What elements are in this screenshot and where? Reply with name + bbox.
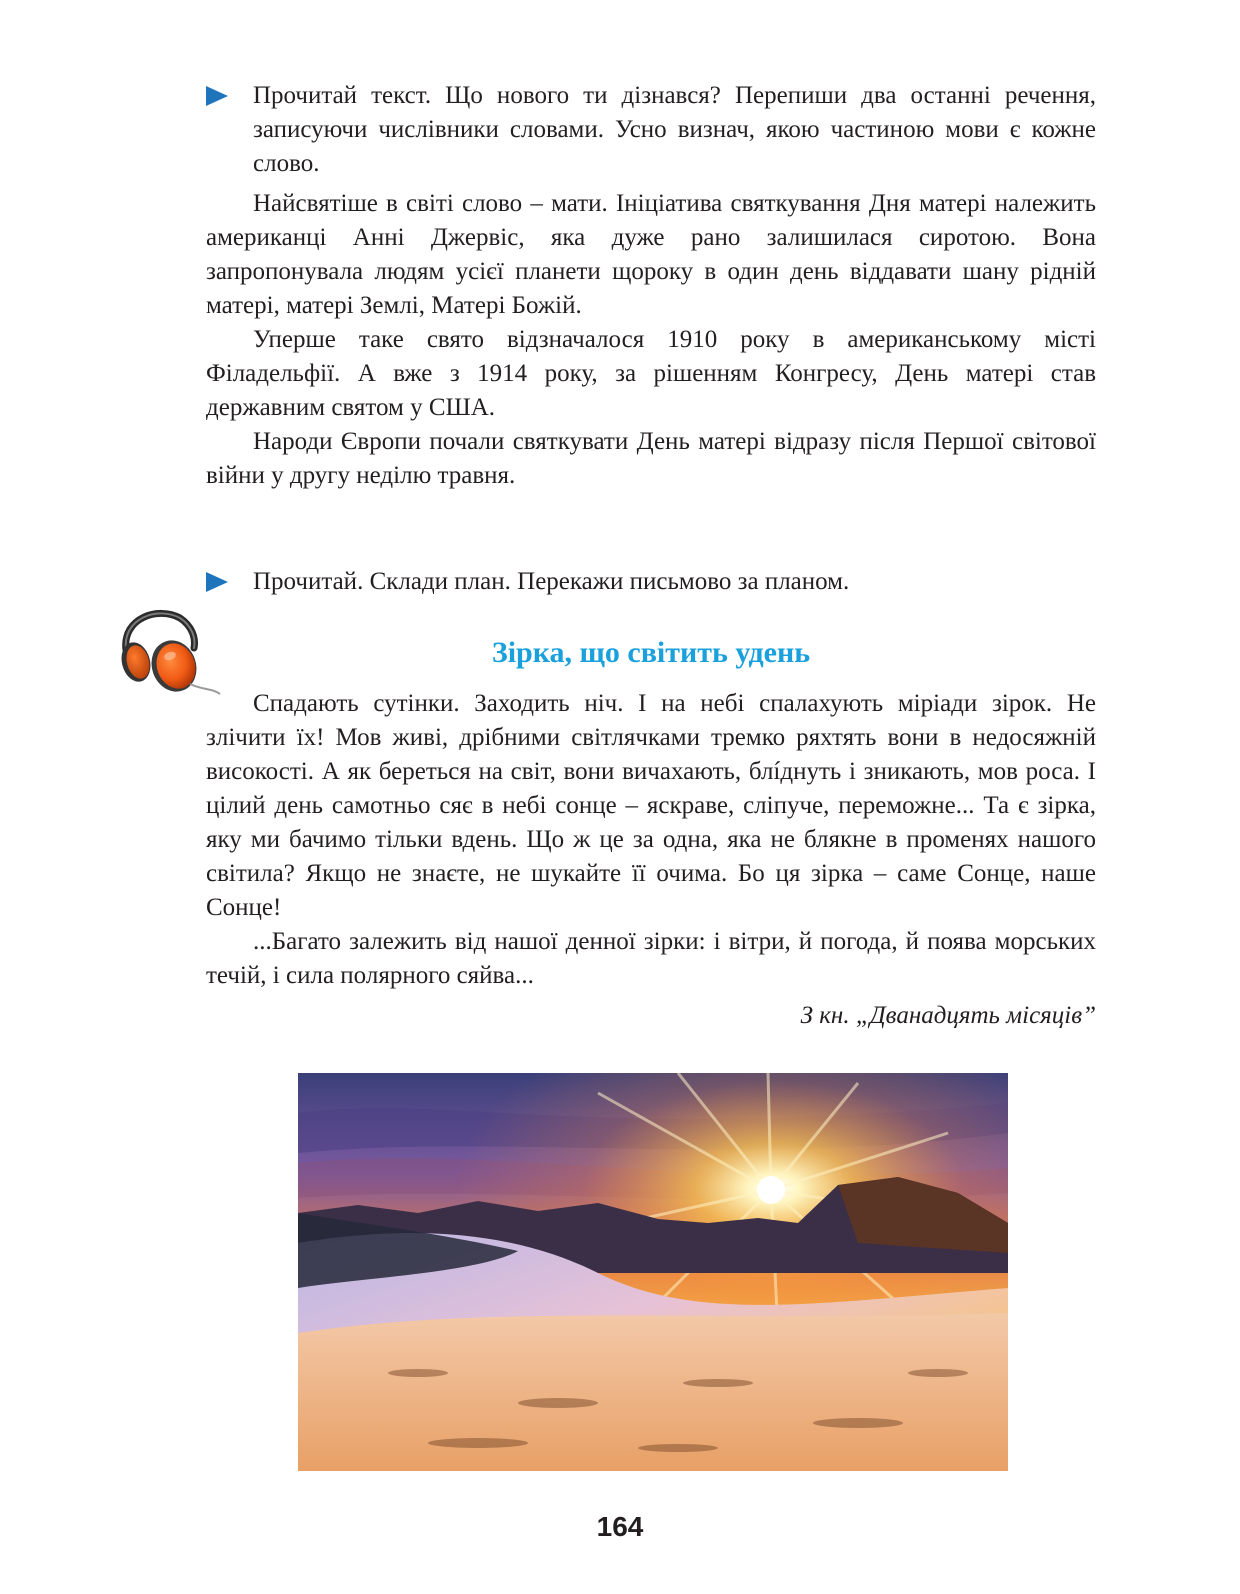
paragraph: Найсвятіше в світі слово – мати. Ініціатива святкування Дня матері належить американці Анні Джервіс, яка дуже рано залишилася сиротою. Вона запропонувала людям усієї планети щороку в один день віддавати шану рідній матері, матері Землі, Матері Божій. bbox=[206, 190, 1096, 319]
sunrise-photo bbox=[298, 1073, 1008, 1471]
paragraph: Спадають сутінки. Заходить ніч. І на небі спалахують міріади зірок. Не злічити їх! Мов живі, дрібними світлячками тремко ряхтять вони в недосяжній високості. А як береться на світ, вони вичахають, блíднуть і зникають, мов роса. І цілий день самотньо сяє в небі сонце – яскраве, сліпуче, переможне... Та є зірка, яку ми бачимо тільки вдень. Що ж це за одна, яка не блякне в променях нашого світила? Якщо не знаєте, не шукайте її очима. Бо ця зірка – саме Сонце, наше Сонце! bbox=[206, 690, 1096, 921]
story-title: Зірка, що світить удень bbox=[491, 636, 811, 669]
task-1-text: Прочитай текст. Що нового ти дізнався? Перепиши два останні речення, записуючи числівники словами. Усно визнач, якою частиною мови є кожне слово. bbox=[253, 82, 1096, 177]
mothers-day-text bbox=[206, 187, 1096, 493]
task-2 bbox=[206, 565, 1096, 599]
paragraph: Народи Європи почали святкувати День матері відразу після Першої світової війни у другу неділю травня. bbox=[206, 428, 1096, 489]
story-source: З кн. „Дванадцять місяців” bbox=[800, 1002, 1096, 1029]
triangle-marker-icon bbox=[206, 572, 228, 592]
task-1 bbox=[206, 79, 1096, 181]
triangle-marker-icon bbox=[206, 86, 228, 106]
page-number: 164 bbox=[596, 1511, 644, 1542]
task-2-text: Прочитай. Склади план. Перекажи письмово за планом. bbox=[253, 568, 850, 595]
paragraph: Уперше таке свято відзначалося 1910 року в американському місті Філадельфії. А вже з 1914 року, за рішенням Конгресу, День матері став державним святом у США. bbox=[206, 326, 1096, 421]
paragraph: ...Багато залежить від нашої денної зірки: і вітри, й погода, й поява морських течій, і сила полярного сяйва... bbox=[206, 928, 1096, 989]
story-text bbox=[206, 687, 1096, 993]
